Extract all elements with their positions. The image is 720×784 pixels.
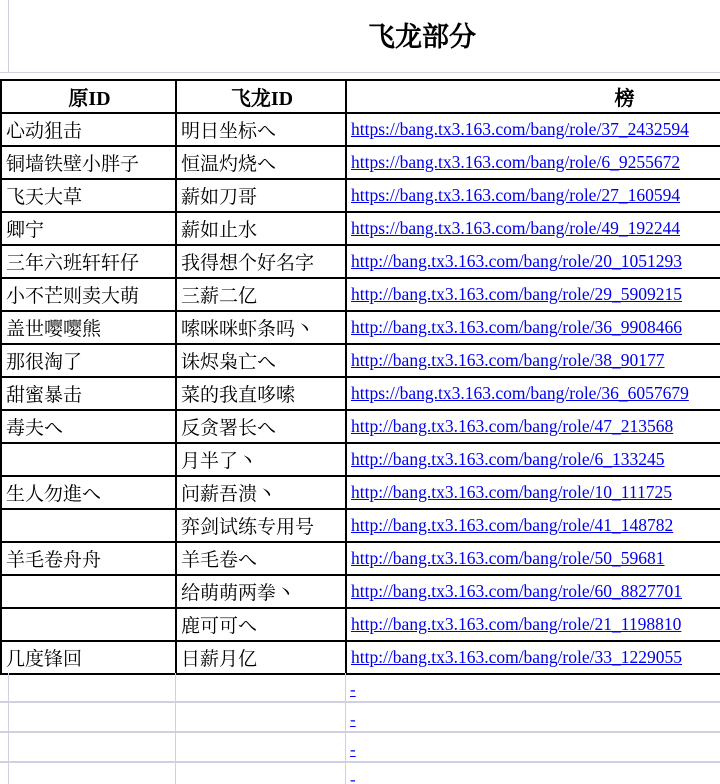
role-rank-link[interactable]: http://bang.tx3.163.com/bang/role/10_111725 xyxy=(351,482,672,502)
role-rank-link[interactable]: http://bang.tx3.163.com/bang/role/60_8827701 xyxy=(351,581,683,601)
cell-original-id: 甜蜜暴击 xyxy=(1,377,176,410)
gridline-horizontal-top xyxy=(0,72,720,73)
cell-original-id: 那很淘了 xyxy=(1,344,176,377)
role-rank-link[interactable]: http://bang.tx3.163.com/bang/role/41_148782 xyxy=(351,515,674,535)
cell-bang-link xyxy=(346,410,720,443)
cell-bang-link xyxy=(346,476,720,509)
header-bang: 榜 xyxy=(346,80,720,113)
empty-row xyxy=(0,763,720,784)
cell-original-id: 铜墙铁壁小胖子 xyxy=(1,146,176,179)
table-row xyxy=(1,245,720,278)
table-row xyxy=(1,641,720,674)
feilong-table xyxy=(0,79,720,675)
role-rank-link[interactable]: https://bang.tx3.163.com/bang/role/6_9255672 xyxy=(351,152,681,172)
role-rank-link[interactable]: http://bang.tx3.163.com/bang/role/36_9908466 xyxy=(351,317,683,337)
cell-original-id: 小不芒则卖大萌 xyxy=(1,278,176,311)
role-rank-link[interactable]: http://bang.tx3.163.com/bang/role/50_59681 xyxy=(351,548,665,568)
cell-original-id xyxy=(1,575,176,608)
table-row xyxy=(1,509,720,542)
cell-original-id: 盖世嘤嘤熊 xyxy=(1,311,176,344)
role-rank-link[interactable]: http://bang.tx3.163.com/bang/role/20_1051293 xyxy=(351,251,683,271)
table-row xyxy=(1,377,720,410)
cell-bang-link xyxy=(346,113,720,146)
cell-bang-link xyxy=(346,542,720,575)
cell-feilong-id: 问薪吾溃丶 xyxy=(176,476,346,509)
role-rank-link[interactable]: http://bang.tx3.163.com/bang/role/38_90177 xyxy=(351,350,665,370)
role-rank-link[interactable]: https://bang.tx3.163.com/bang/role/27_160594 xyxy=(351,185,681,205)
cell-feilong-id: 反贪署长へ xyxy=(176,410,346,443)
cell-feilong-id: 鹿可可へ xyxy=(176,608,346,641)
role-rank-link[interactable]: https://bang.tx3.163.com/bang/role/49_192244 xyxy=(351,218,681,238)
placeholder-link[interactable]: - xyxy=(350,680,356,699)
placeholder-link[interactable]: - xyxy=(350,710,356,729)
role-rank-link[interactable]: http://bang.tx3.163.com/bang/role/6_133245 xyxy=(351,449,665,469)
table-row xyxy=(1,344,720,377)
role-rank-link[interactable]: https://bang.tx3.163.com/bang/role/36_6057679 xyxy=(351,383,689,403)
table-row xyxy=(1,278,720,311)
empty-row xyxy=(0,673,720,703)
cell-bang-link xyxy=(346,641,720,674)
cell-original-id: 羊毛卷舟舟 xyxy=(1,542,176,575)
cell-original-id xyxy=(1,608,176,641)
cell-bang-link xyxy=(346,509,720,542)
cell-bang-link xyxy=(346,212,720,245)
cell-bang-link xyxy=(346,146,720,179)
table-row xyxy=(1,542,720,575)
table-row xyxy=(1,212,720,245)
empty-grid-rows xyxy=(0,673,720,784)
cell-feilong-id: 薪如刀哥 xyxy=(176,179,346,212)
cell-bang-link xyxy=(346,278,720,311)
sheet-title: 飞龙部分 xyxy=(368,22,476,52)
table-row xyxy=(1,443,720,476)
cell-bang-link xyxy=(346,608,720,641)
empty-row xyxy=(0,703,720,733)
table-row xyxy=(1,179,720,212)
cell-feilong-id: 羊毛卷へ xyxy=(176,542,346,575)
header-row xyxy=(1,80,720,113)
cell-feilong-id: 嗦咪咪虾条吗丶 xyxy=(176,311,346,344)
cell-feilong-id: 弈剑试练专用号 xyxy=(176,509,346,542)
cell-feilong-id: 薪如止水 xyxy=(176,212,346,245)
cell-feilong-id: 菜的我直哆嗦 xyxy=(176,377,346,410)
role-rank-link[interactable]: http://bang.tx3.163.com/bang/role/47_213568 xyxy=(351,416,674,436)
cell-feilong-id: 日薪月亿 xyxy=(176,641,346,674)
cell-feilong-id: 月半了丶 xyxy=(176,443,346,476)
cell-bang-link xyxy=(346,344,720,377)
cell-bang-link xyxy=(346,443,720,476)
cell-bang-link xyxy=(346,245,720,278)
cell-original-id: 几度锋回 xyxy=(1,641,176,674)
cell-feilong-id: 给萌萌两拳丶 xyxy=(176,575,346,608)
role-rank-link[interactable]: http://bang.tx3.163.com/bang/role/29_5909215 xyxy=(351,284,683,304)
table-row xyxy=(1,575,720,608)
cell-bang-link xyxy=(346,311,720,344)
empty-row xyxy=(0,733,720,763)
cell-original-id xyxy=(1,443,176,476)
placeholder-link[interactable]: - xyxy=(350,740,356,759)
gridline-vertical-top xyxy=(8,0,9,73)
cell-original-id xyxy=(1,509,176,542)
cell-original-id: 卿宁 xyxy=(1,212,176,245)
cell-feilong-id: 诛烬枭亡へ xyxy=(176,344,346,377)
cell-bang-link xyxy=(346,575,720,608)
cell-original-id: 飞天大草 xyxy=(1,179,176,212)
role-rank-link[interactable]: http://bang.tx3.163.com/bang/role/33_1229055 xyxy=(351,647,683,667)
table-row xyxy=(1,113,720,146)
placeholder-link[interactable]: - xyxy=(350,770,356,784)
cell-bang-link xyxy=(346,179,720,212)
cell-feilong-id: 我得想个好名字 xyxy=(176,245,346,278)
role-rank-link[interactable]: https://bang.tx3.163.com/bang/role/37_2432594 xyxy=(351,119,689,139)
cell-bang-link xyxy=(346,377,720,410)
header-original-id: 原ID xyxy=(1,80,176,113)
table-row xyxy=(1,410,720,443)
cell-original-id: 毒夫へ xyxy=(1,410,176,443)
cell-original-id: 三年六班轩轩仔 xyxy=(1,245,176,278)
header-feilong-id: 飞龙ID xyxy=(176,80,346,113)
cell-feilong-id: 恒温灼烧へ xyxy=(176,146,346,179)
table-row xyxy=(1,146,720,179)
cell-original-id: 心动狙击 xyxy=(1,113,176,146)
table-row xyxy=(1,311,720,344)
cell-original-id: 生人勿進へ xyxy=(1,476,176,509)
cell-feilong-id: 三薪二亿 xyxy=(176,278,346,311)
table-row xyxy=(1,608,720,641)
table-row xyxy=(1,476,720,509)
cell-feilong-id: 明日坐标へ xyxy=(176,113,346,146)
role-rank-link[interactable]: http://bang.tx3.163.com/bang/role/21_1198810 xyxy=(351,614,682,634)
